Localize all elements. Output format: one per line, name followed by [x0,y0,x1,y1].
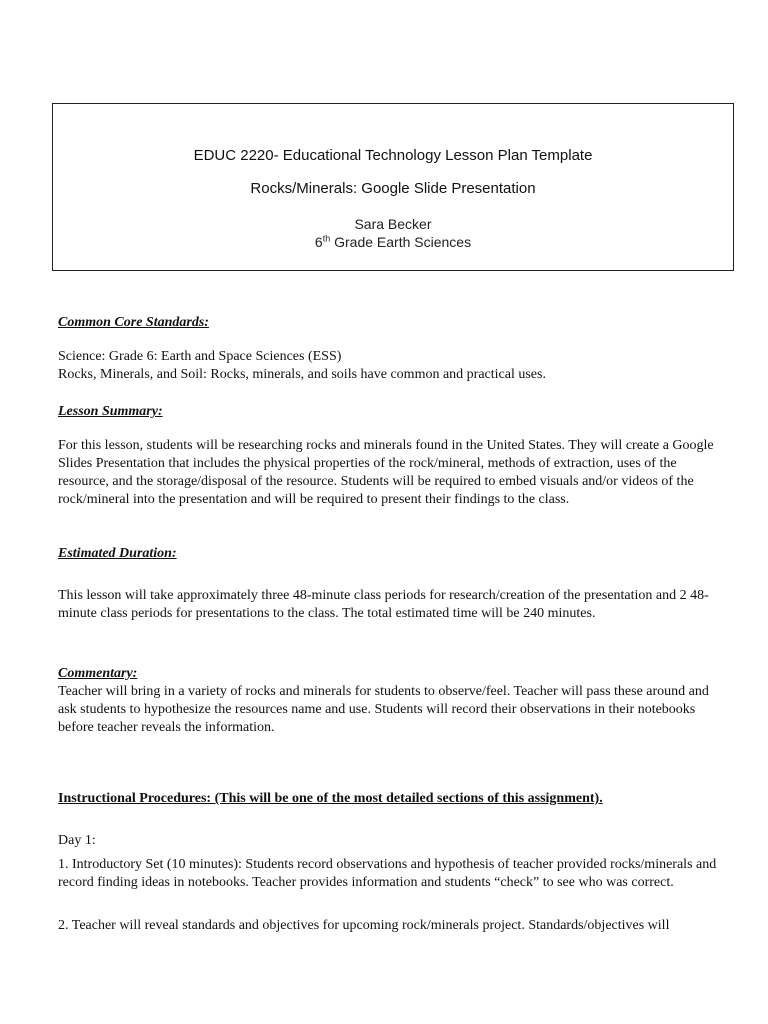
grade-suffix: th [322,233,331,244]
common-core-line-1: Science: Grade 6: Earth and Space Sciences (ESS) [58,349,342,364]
document-subtitle: Rocks/Minerals: Google Slide Presentation [250,180,536,197]
procedure-item-2: 2. Teacher will reveal standards and objectives for upcoming rock/minerals project. Standards/objectives will [58,918,670,933]
instructional-procedures-heading: Instructional Procedures: (This will be one of the most detailed sections of this assignment). [58,791,603,806]
grade-line [53,234,733,250]
grade-rest: Grade Earth Sciences [330,234,472,250]
author-name: Sara Becker [354,216,432,232]
lesson-summary-heading: Lesson Summary: [58,404,163,419]
lesson-summary-body: For this lesson, students will be researching rocks and minerals found in the United States. They will create a Google Slides Presentation that includes the physical properties of the rock/mineral, methods of extraction, uses of the resource, and the storage/disposal of the resource. Students will be required to embed visuals and/or videos of the rock/mineral into the presentation and will be required to present their findings to the class. [58,438,714,507]
common-core-heading: Common Core Standards: [58,315,209,330]
title-box [52,103,734,271]
procedure-item-1: 1. Introductory Set (10 minutes): Students record observations and hypothesis of teacher provided rocks/minerals and record finding ideas in notebooks. Teacher provides information and students “check” to see who was correct. [58,857,717,890]
grade-number: 6 [314,234,323,250]
commentary-heading: Commentary: [58,666,138,681]
estimated-duration-body: This lesson will take approximately three 48-minute class periods for research/creation of the presentation and 2 48-minute class periods for presentations to the class. The total estimated time will be 240 minutes. [58,588,709,621]
estimated-duration-heading: Estimated Duration: [58,546,177,561]
commentary-body: Teacher will bring in a variety of rocks and minerals for students to observe/feel. Teacher will pass these around and ask students to hypothesize the resources name and use. Students will record their observations in their notebooks before teacher reveals the information. [58,684,709,735]
day-1-label: Day 1: [58,833,96,848]
common-core-line-2: Rocks, Minerals, and Soil: Rocks, minerals, and soils have common and practical uses. [58,367,546,382]
document-title: EDUC 2220- Educational Technology Lesson Plan Template [193,147,593,164]
